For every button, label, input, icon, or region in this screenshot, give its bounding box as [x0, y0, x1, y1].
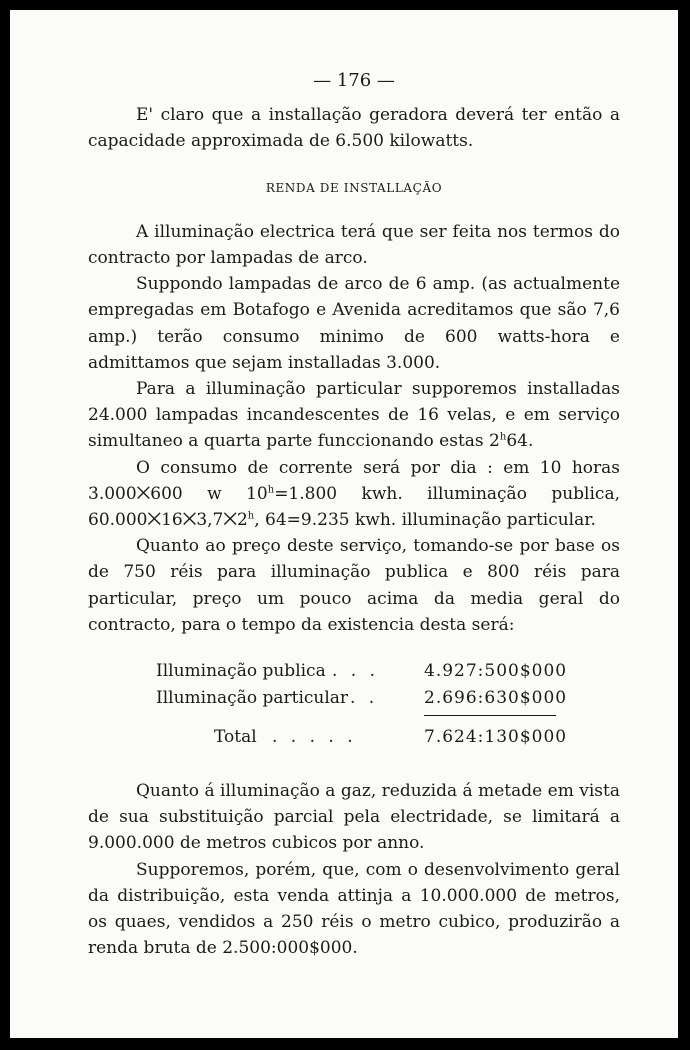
section-heading: RENDA DE INSTALLAÇÃO — [265, 180, 443, 195]
revenue-table — [88, 658, 620, 756]
page-number: — 176 — — [313, 70, 395, 91]
paragraph-private-lighting — [88, 376, 620, 455]
row-label: Illuminação publica — [156, 661, 326, 682]
paragraph-lamp-consumption: Suppondo lampadas de arco de 6 amp. (as actualmente empregadas em Botafogo e Avenida acreditamos que são 7,6 amp.) terão consumo minimo de 600 watts-hora e admittamos que sejam installadas 3.000. — [88, 274, 620, 373]
superscript: h — [247, 510, 255, 522]
paragraph-gas: Quanto á illuminação a gaz, reduzida á metade em vista de sua substituição parcial pela electridade, se limitará a 9.000.000 de metros cubicos por anno. — [88, 781, 620, 854]
row-amount: 2.696:630$000 — [424, 688, 568, 709]
row-label: Illuminação particular — [156, 688, 349, 709]
page-content — [88, 68, 620, 961]
text-span: =1.800 kwh. illuminação publica, 60.000⨉16⨉3,7⨉2 — [88, 483, 620, 531]
paragraph-consumption — [88, 455, 620, 534]
intro-paragraph: E' claro que a installação geradora deverá ter então a capacidade approximada de 6.500 kilowatts. — [88, 105, 620, 152]
total-label: Total — [214, 727, 257, 748]
total-amount: 7.624:130$000 — [424, 727, 568, 748]
paragraph-gas-revenue: Supporemos, porém, que, com o desenvolvimento geral da distribuição, esta venda attinja a 10.000.000 de metros, os quaes, vendidos a 250 réis o metro cubico, produzirão a renda bruta de 2.500:000$000. — [88, 859, 620, 959]
document-page — [10, 10, 678, 1038]
text-span: 64. — [506, 431, 534, 452]
paragraph-arc-lamps: A illuminação electrica terá que ser feita nos termos do contracto por lampadas de arco. — [88, 221, 620, 269]
table-total-row — [88, 724, 620, 750]
paragraph-price: Quanto ao preço deste serviço, tomando-se por base os de 750 réis para illuminação publica e 800 réis para particular, preço um pouco acima da media geral do contracto, para o tempo da existencia desta será: — [88, 536, 620, 635]
text-span: Para a illuminação particular supporemos installadas 24.000 lampadas incandescentes de 16 velas, e em serviço simultaneo a quarta parte funccionando estas 2 — [88, 379, 620, 452]
text-span: O consumo de corrente será por dia : em 10 horas 3.000⨉600 w 10 — [88, 457, 620, 504]
total-dots: . . . . . — [272, 727, 357, 748]
table-row — [88, 658, 620, 684]
row-dots: . . — [350, 688, 379, 709]
superscript: h — [499, 431, 507, 443]
row-amount: 4.927:500$000 — [424, 661, 568, 682]
row-dots: . . . — [332, 661, 380, 682]
total-rule — [424, 715, 556, 716]
table-row — [88, 685, 620, 711]
text-span: , 64=9.235 kwh. illuminação particular. — [254, 510, 596, 531]
superscript: h — [267, 484, 275, 496]
